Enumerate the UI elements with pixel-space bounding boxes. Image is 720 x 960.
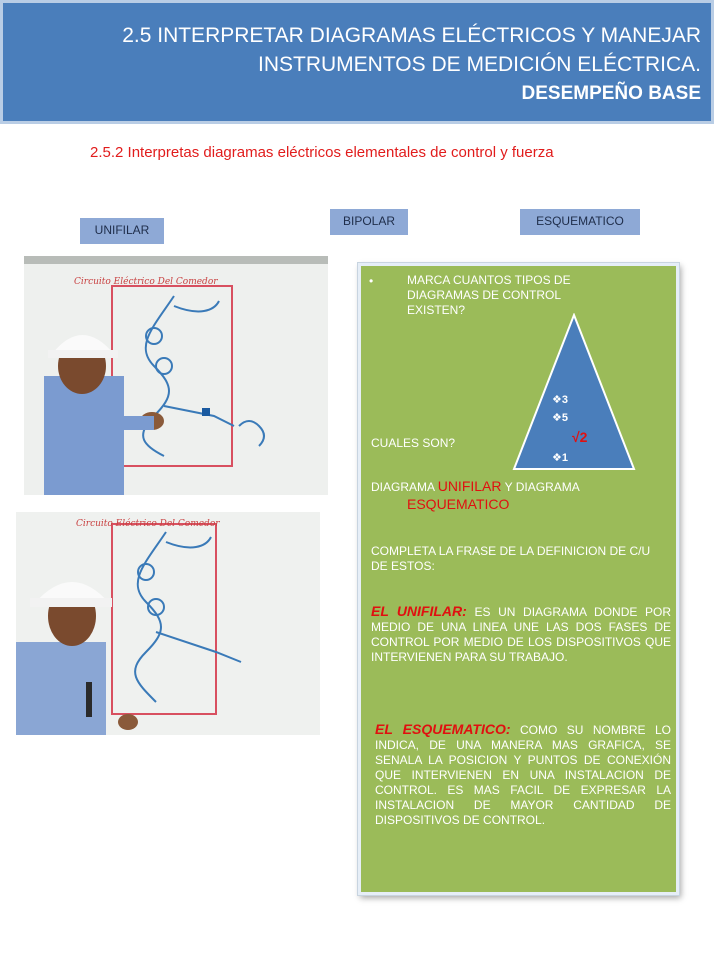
- answer-unifilar: UNIFILAR: [437, 478, 502, 494]
- answer-mid: Y DIAGRAMA: [504, 480, 580, 494]
- title-line-2: INSTRUMENTOS DE MEDICIÓN ELÉCTRICA.: [258, 53, 701, 76]
- definition-esquematico: [375, 722, 671, 828]
- text-unifilar: ES UN DIAGRAMA DONDE POR MEDIO DE UNA LINEA UNE LAS DOS FASES DE CONTROL POR MEDIO DE LOS DISPOSITIVOS QUE INTERVIENEN PARA SU TRABAJO.: [371, 605, 671, 664]
- title-line-1: 2.5 INTERPRETAR DIAGRAMAS ELÉCTRICOS Y MANEJAR: [122, 24, 701, 47]
- tag-esquematico: ESQUEMATICO: [520, 209, 640, 235]
- text-esquematico: COMO SU NOMBRE LO INDICA, DE UNA MANERA MAS GRAFICA, SE SENALA LA POSICION Y PUNTOS DE CONEXIÓN QUE INTERVIENEN EN UNA INSTALACION DE CONTROL. ES MAS FACIL DE EXPRESAR LA INSTALACION DE MAYOR CANTIDAD DE DISPOSITIVOS DE CONTROL.: [375, 723, 671, 827]
- answer-types: [371, 478, 671, 514]
- label-unifilar: EL UNIFILAR:: [371, 603, 467, 619]
- option-1[interactable]: ❖1: [552, 452, 568, 464]
- answer-triangle: [512, 313, 636, 478]
- option-3[interactable]: ❖3: [552, 394, 568, 406]
- label-esquematico: EL ESQUEMATICO:: [375, 721, 511, 737]
- tag-bipolar: BIPOLAR: [330, 209, 408, 235]
- question-types: MARCA CUANTOS TIPOS DE DIAGRAMAS DE CONTROL EXISTEN?: [407, 273, 571, 317]
- whiteboard-title-1: Circuito Eléctrico Del Comedor: [74, 277, 218, 287]
- instruction-text: COMPLETA LA FRASE DE LA DEFINICION DE C/U DE ESTOS:: [371, 544, 651, 573]
- answer-prefix: DIAGRAMA: [371, 480, 435, 494]
- option-5[interactable]: ❖5: [552, 412, 568, 424]
- title-banner: [0, 0, 714, 124]
- answer-esquematico: ESQUEMATICO: [407, 496, 510, 512]
- bullet-marker: •: [369, 274, 374, 288]
- option-2-checked[interactable]: √2: [572, 429, 588, 445]
- definition-unifilar: [371, 604, 671, 665]
- question-which: CUALES SON?: [371, 436, 456, 450]
- tag-unifilar: UNIFILAR: [80, 218, 164, 244]
- section-subtitle: 2.5.2 Interpretas diagramas eléctricos elementales de control y fuerza: [90, 144, 554, 161]
- photo-whiteboard-2: [16, 512, 320, 735]
- title-line-3: DESEMPEÑO BASE: [521, 83, 701, 104]
- whiteboard-title-2: Circuito Eléctrico Del Comedor: [76, 519, 220, 529]
- photo-whiteboard-1: [24, 256, 328, 495]
